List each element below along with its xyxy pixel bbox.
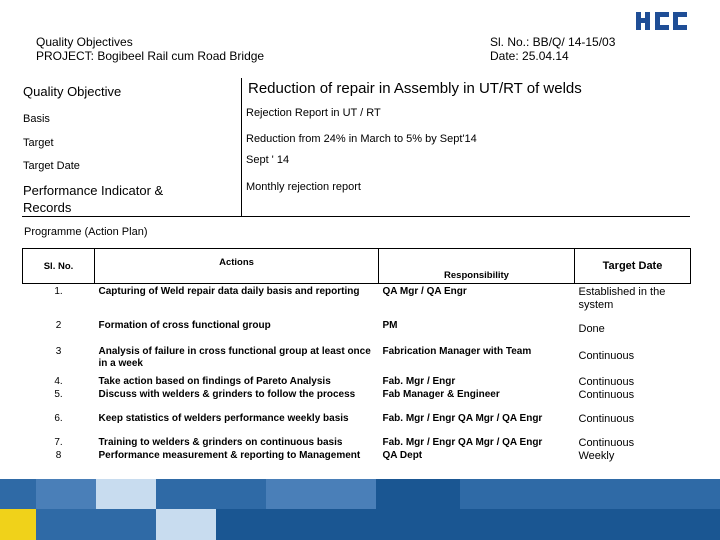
- row-sl: 6.: [54, 412, 63, 424]
- row-target: Continuous: [578, 349, 635, 362]
- programme-title: Programme (Action Plan): [24, 226, 148, 238]
- row-responsibility: Fab Manager & Engineer: [382, 388, 500, 400]
- row-action: Keep statistics of welders performance weekly basis: [98, 412, 349, 424]
- basis-value: Rejection Report in UT / RT: [246, 107, 381, 119]
- document-title: Quality Objectives: [36, 35, 133, 49]
- row-target: Continuous: [578, 436, 635, 449]
- row-sl: 1.: [54, 286, 63, 297]
- row-sl: 5.: [54, 388, 63, 400]
- row-responsibility: QA Dept: [382, 449, 423, 461]
- row-sl: 8: [55, 449, 62, 461]
- row-action: Capturing of Weld repair data daily basis and reporting: [98, 286, 360, 297]
- objective-bottom-rule: [22, 216, 690, 217]
- footer-block: [36, 479, 96, 509]
- row-responsibility: Fabrication Manager with Team: [382, 345, 532, 357]
- row-responsibility: QA Mgr / QA Engr: [382, 286, 467, 297]
- row-responsibility: PM: [382, 319, 398, 331]
- row-action: Formation of cross functional group: [98, 319, 271, 331]
- footer-block: [0, 479, 36, 509]
- performance-indicator-value: Monthly rejection report: [246, 181, 361, 193]
- row-action: Performance measurement & reporting to Management: [98, 449, 361, 461]
- table-row: [23, 413, 691, 437]
- table-row: [23, 450, 691, 474]
- footer-block: [96, 479, 156, 509]
- row-action: Discuss with welders & grinders to follow the process: [98, 388, 356, 400]
- table-row: [23, 344, 691, 376]
- project-name: PROJECT: Bogibeel Rail cum Road Bridge: [36, 49, 265, 63]
- row-target: Continuous: [578, 388, 635, 401]
- row-target: Weekly: [578, 449, 615, 462]
- table-row: [23, 284, 691, 318]
- table-row: [23, 376, 691, 389]
- footer-block: [460, 479, 720, 509]
- row-sl: 4.: [54, 375, 63, 387]
- footer-yellow-block: [0, 509, 36, 540]
- objective-value: Reduction of repair in Assembly in UT/RT of welds: [248, 80, 582, 97]
- row-responsibility: Fab. Mgr / Engr QA Mgr / QA Engr: [382, 436, 543, 448]
- footer-block: [36, 509, 156, 540]
- row-action: Take action based on findings of Pareto Analysis: [98, 375, 331, 387]
- header-actions: Actions: [95, 249, 379, 284]
- objective-divider: [241, 78, 242, 216]
- objective-label: Quality Objective: [23, 84, 122, 99]
- serial-number: Sl. No.: BB/Q/ 14-15/03: [490, 35, 616, 49]
- row-action: Training to welders & grinders on continuous basis: [98, 436, 343, 448]
- row-sl: 3: [55, 345, 62, 357]
- table-row: [23, 318, 691, 344]
- header-sl-no: Sl. No.: [23, 249, 95, 284]
- hcc-logo: [636, 12, 688, 30]
- row-responsibility: Fab. Mgr / Engr: [382, 375, 456, 387]
- table-header-row: [23, 249, 691, 284]
- footer-block: [156, 509, 216, 540]
- footer-band: [0, 479, 720, 540]
- footer-block: [156, 479, 266, 509]
- row-target: Done: [578, 322, 605, 335]
- row-responsibility: Fab. Mgr / Engr QA Mgr / QA Engr: [382, 412, 543, 424]
- row-target: Established in the system: [578, 286, 666, 311]
- target-label: Target: [23, 137, 54, 149]
- table-row: [23, 389, 691, 413]
- row-action: Analysis of failure in cross functional group at least once in a week: [98, 345, 371, 369]
- action-plan-table: [22, 248, 691, 474]
- row-sl: 2: [55, 319, 62, 331]
- basis-label: Basis: [23, 113, 50, 125]
- header-responsibility: Responsibility: [379, 249, 575, 284]
- document-date: Date: 25.04.14: [490, 49, 569, 63]
- footer-block: [266, 479, 376, 509]
- row-target: Continuous: [578, 375, 635, 388]
- table-row: [23, 437, 691, 450]
- target-date-value: Sept ' 14: [246, 154, 290, 166]
- performance-indicator-label: Performance Indicator & Records: [23, 183, 164, 215]
- row-target: Continuous: [578, 412, 635, 425]
- row-sl: 7.: [54, 436, 63, 448]
- header-target-date: Target Date: [575, 249, 691, 284]
- target-date-label: Target Date: [23, 160, 80, 172]
- target-value: Reduction from 24% in March to 5% by Sept'14: [246, 133, 477, 145]
